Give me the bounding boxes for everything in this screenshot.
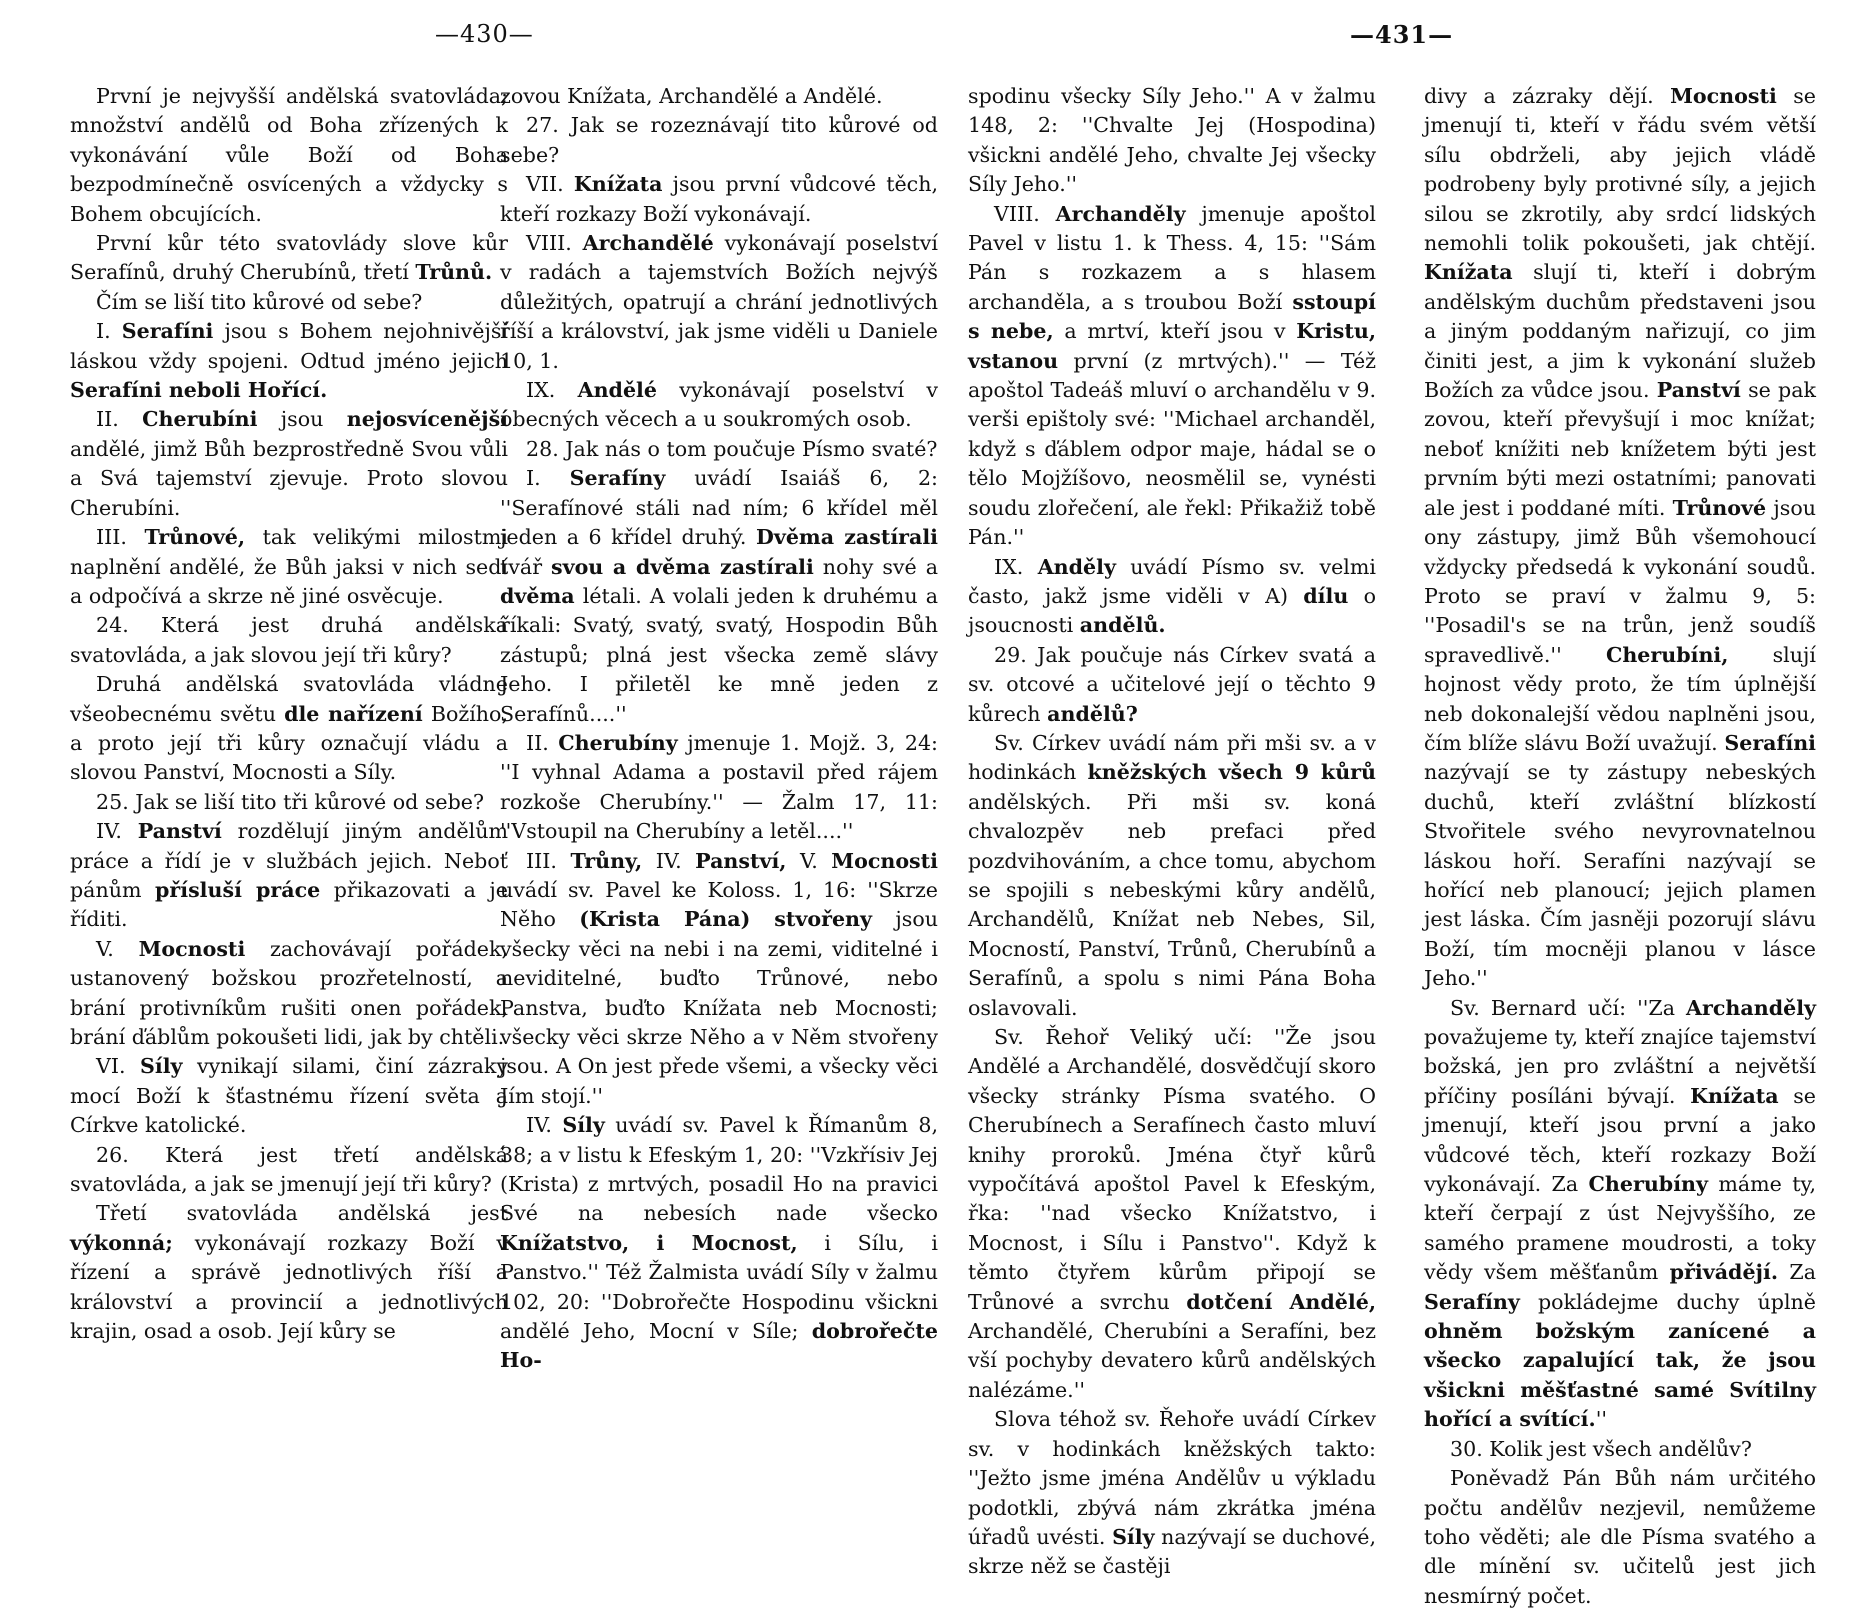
bold-term: Cherubíni bbox=[142, 407, 258, 432]
bold-term: (Krista Pána) stvořeny bbox=[579, 907, 873, 932]
bold-term: Cherubíny bbox=[1588, 1172, 1708, 1197]
text-run: Sv. Církev uvádí nám při mši sv. a v hodinkách bbox=[968, 730, 1376, 785]
text-run: nazývají se ty zástupy nebeských duchů, kteří zvláštní blízkostí Stvořitele svého nevyrovnatelnou láskou hoří. Serafíni nazývají se hořící neb planoucí; jejich plamen jest láska. Čím jasněji pozorují slávu Boží, tím mocněji planou v lásce Jeho.'' bbox=[1424, 760, 1816, 991]
text-run: tak velikými milostmi naplnění andělé, že Bůh jaksi v nich sedí a odpočívá a skrze ně jiné osvěcuje. bbox=[70, 525, 508, 608]
text-run: uvádí Isaiáš 6, 2: ''Serafínové stáli nad ním; 6 křídel měl jeden a 6 křídel druhý. bbox=[500, 466, 938, 550]
bold-term: dotčení Andělé, bbox=[1186, 1289, 1376, 1314]
bold-term: Cherubíny bbox=[558, 730, 678, 755]
text-run: 27. Jak se rozeznávají tito kůrové od sebe? bbox=[500, 113, 938, 167]
text-run: vynikají silami, činí zázraky mocí Boží k šťastnému řízení světa a Církve katolické. bbox=[70, 1054, 508, 1138]
bold-term: Dvěma zastírali bbox=[756, 525, 938, 550]
text-run: tvář bbox=[500, 554, 552, 579]
paragraph bbox=[70, 611, 508, 670]
text-run: uvádí sv. Pavel k Římanům 8, 38; a v listu k Efeským 1, 20: ''Vzkřísiv Jej (Krista) z mrtvých, posadil Ho na pravici Své na nebesích nade všecko bbox=[500, 1113, 938, 1226]
paragraph bbox=[70, 405, 508, 523]
text-run: nohy své a bbox=[813, 554, 938, 579]
bold-term: Andělé bbox=[577, 378, 657, 403]
text-run: jsou ony zástupy, jimž Bůh všemohoucí vždycky předsedá k vykonání soudů. Proto se praví v žalmu 9, 5: ''Posadil's se na trůn, jenž soudíš spravedlivě.'' bbox=[1424, 495, 1816, 667]
paragraph bbox=[70, 1141, 508, 1200]
text-run: '' bbox=[1595, 1407, 1608, 1432]
bold-term: Mocnosti bbox=[138, 936, 246, 961]
bold-term: Trůnové bbox=[1672, 495, 1767, 520]
text-run: Sv. Řehoř Veliký učí: ''Že jsou Andělé a Archandělé, dosvědčují skoro všecky stránky Písma svatého. O Cherubínech a Serafínech často mluví knihy proroků. Jména čtyř kůrů vypočítává apoštol Pavel k Efeským, řka: ''nad všecko Knížatstvo, i Mocnost, i Sílu i Panstvo''. Když k těmto čtyřem kůrům připojí se Trůnové a svrchu bbox=[968, 1025, 1376, 1314]
text-run: uvádí Písmo sv. velmi často, jakž jsme viděli v A) bbox=[968, 554, 1376, 608]
bold-term: Panství bbox=[137, 819, 222, 844]
bold-term: Archanděly bbox=[1686, 995, 1816, 1020]
bold-term: Serafíni bbox=[121, 319, 214, 344]
bold-term: dvěma bbox=[500, 583, 575, 608]
paragraph bbox=[500, 111, 938, 170]
text-run: IX. bbox=[526, 378, 578, 403]
paragraph bbox=[968, 200, 1376, 553]
text-column-1 bbox=[70, 82, 508, 1346]
bold-term: Kristu, vstanou bbox=[968, 319, 1377, 373]
paragraph bbox=[968, 1405, 1376, 1581]
text-run: 28. Jak nás o tom poučuje Písmo svaté? bbox=[526, 436, 938, 461]
text-run: jsou všecky věci na nebi i na zemi, viditelné i neviditelné, buďto Trůnové, nebo Panstva, buďto Knížata neb Mocnosti; všecky věci skrze Něho a v Něm stvořeny jsou. A On jest přede všemi, a všecky věci Jím stojí.'' bbox=[500, 907, 938, 1108]
paragraph bbox=[70, 817, 508, 935]
bold-term: Síly bbox=[1112, 1524, 1155, 1549]
bold-term: Archanděly bbox=[1055, 201, 1186, 226]
text-run: jmenuje 1. Mojž. 3, 24: ''I vyhnal Adama a postavil před rájem rozkoše Cherubíny.'' — Žalm 17, 11: ''Vstoupil na Cherubíny a letěl....'' bbox=[500, 730, 938, 844]
paragraph bbox=[500, 464, 938, 729]
text-run: Poněvadž Pán Bůh nám určitého počtu andělův nezjevil, nemůžeme toho věděti; ale dle Písma svatého a dle mínění sv. učitelů jest jich nesmírný počet. bbox=[1424, 1466, 1816, 1608]
bold-term: Trůnů. bbox=[415, 260, 493, 285]
bold-term: svou a dvěma zastírali bbox=[551, 554, 814, 579]
bold-term: ohněm božským zanícené a všecko zapalující tak, že jsou všickni měšťastné samé Svítilny hořící a svítící. bbox=[1424, 1319, 1816, 1432]
paragraph bbox=[1424, 1435, 1816, 1464]
text-run: jsou s Bohem nejohnivější láskou vždy spojeni. Odtud jméno jejich bbox=[70, 319, 508, 373]
bold-term: Knížata bbox=[1690, 1083, 1779, 1108]
text-run: se pak zovou, kteří převyšují i moc knížat; neboť knížiti neb knížetem býti jest prvním býti mezi ostatními; panovati ale jest i poddané míti. bbox=[1424, 378, 1816, 520]
text-run: 30. Kolik jest všech andělův? bbox=[1450, 1436, 1752, 1461]
page-number-right: —431— bbox=[1350, 20, 1454, 49]
paragraph bbox=[500, 376, 938, 435]
bold-term: Knížatstvo, i Mocnost, bbox=[500, 1230, 798, 1255]
text-run: 26. Která jest třetí andělská svatovláda, a jak se jmenují její tři kůry? bbox=[70, 1142, 508, 1197]
bold-term: Mocnosti bbox=[831, 848, 938, 873]
text-run: Slova téhož sv. Řehoře uvádí Církev sv. v hodinkách kněžských takto: ''Ježto jsme jména Andělův u výkladu podotkli, zbývá nám zkrátka jména úřadů uvésti. bbox=[968, 1407, 1376, 1549]
text-run: První kůr této svatovlády slove kůr Serafínů, druhý Cherubínů, třetí bbox=[70, 231, 508, 285]
text-run: IV. bbox=[642, 848, 696, 873]
text-run: 25. Jak se liší tito tři kůrové od sebe? bbox=[96, 789, 485, 814]
bold-term: Síly bbox=[562, 1113, 605, 1138]
paragraph bbox=[1424, 82, 1816, 994]
paragraph bbox=[70, 935, 508, 1053]
paragraph bbox=[70, 317, 508, 405]
paragraph bbox=[968, 82, 1376, 200]
paragraph bbox=[1424, 1464, 1816, 1611]
text-run: Archandělé, Cherubíni a Serafíni, bez vší pochyby devatero kůrů andělských nalézáme.'' bbox=[968, 1319, 1376, 1402]
bold-term: Panství, bbox=[695, 848, 787, 873]
text-run: andělé, jimž Bůh bezprostředně Svou vůli a Svá tajemství zjevuje. Proto slovou Cherubíni. bbox=[70, 436, 508, 520]
text-run: vykonávají poselství v radách a tajemstvích Božích nejvýš důležitých, opatrují a chrání jednotlivých říší a království, jak jsme viděli u Daniele 10, 1. bbox=[500, 231, 939, 373]
paragraph bbox=[968, 641, 1376, 729]
bold-term: Knížata bbox=[573, 172, 663, 197]
text-run: VI. bbox=[96, 1054, 140, 1079]
paragraph bbox=[70, 82, 508, 229]
paragraph bbox=[500, 847, 938, 1112]
text-run: VIII. bbox=[526, 231, 583, 256]
bold-term: dle nařízení bbox=[284, 701, 423, 726]
page-number-left: —430— bbox=[435, 20, 534, 48]
text-run: V. bbox=[786, 848, 832, 873]
paragraph bbox=[70, 1199, 508, 1346]
text-run: máme ty, kteří čerpají z úst Nejvyššího, ze samého pramene moudrosti, a toky vědy všem měšťanům bbox=[1424, 1172, 1816, 1285]
text-run: zovou Knížata, Archandělé a Andělé. bbox=[500, 84, 883, 108]
paragraph bbox=[500, 1111, 938, 1376]
bold-term: Anděly bbox=[1037, 554, 1116, 579]
text-run: VIII. bbox=[994, 201, 1056, 226]
bold-term: andělů. bbox=[1079, 613, 1166, 638]
paragraph bbox=[70, 288, 508, 317]
text-column-2 bbox=[500, 82, 938, 1376]
text-run: andělských. Při mši sv. koná chvalozpěv neb prefaci před pozdvihováním, a chce tomu, abychom se spojili s nebeskými kůry andělů, Archandělů, Knížat neb Nebes, Sil, Mocností, Panství, Trůnů, Cherubínů a Serafínů, a spolu s nimi Pána Boha oslavovali. bbox=[968, 789, 1376, 1020]
bold-term: Trůny, bbox=[570, 848, 643, 873]
paragraph bbox=[70, 670, 508, 788]
bold-term: Síly bbox=[140, 1054, 183, 1079]
text-run: IV. bbox=[526, 1113, 563, 1138]
text-run: II. bbox=[96, 407, 143, 432]
text-run: První je nejvyšší andělská svatovláda; množství andělů od Boha zřízených k vykonávání vůle Boží od Boha bezpodmínečně osvícených a vždycky s Bohem obcujících. bbox=[70, 84, 508, 226]
text-run: zachovávají pořádek, ustanovený božskou prozřetelností, a brání protivníkům rušiti onen pořádek, brání ďáblům pokoušeti lidi, jak by chtěli. bbox=[70, 936, 508, 1049]
text-run: jmenuje apoštol Pavel v listu 1. k Thess. 4, 15: ''Sám Pán s rozkazem a s hlasem archanděla, a s troubou Boží bbox=[968, 201, 1377, 314]
text-run: Druhá andělská svatovláda vládne všeobecnému světu bbox=[70, 672, 508, 726]
paragraph bbox=[70, 788, 508, 817]
text-run: slují hojnost vědy proto, že tím úplnější neb dokonalejší vědou naplněni jsou, čím blíže slávu Boží uvažují. bbox=[1424, 642, 1816, 755]
paragraph bbox=[500, 170, 938, 229]
paragraph bbox=[500, 229, 938, 376]
text-run: spodinu všecky Síly Jeho.'' A v žalmu 148, 2: ''Chvalte Jej (Hospodina) všickni andělé Jeho, chvalte Jej všecky Síly Jeho.'' bbox=[968, 84, 1376, 197]
text-run: se jmenují ti, kteří v řádu svém větší sílu obdrželi, aby jejich vládě podrobeny byly protivné síly, a jejich silou se zkrotily, aby srdcí lidských nemohli tolik pokoušeti, jak chtějí. bbox=[1424, 84, 1816, 256]
bold-term: dílu bbox=[1303, 583, 1349, 608]
bold-term: přivádějí. bbox=[1669, 1260, 1778, 1285]
bold-term: Serafíny bbox=[1424, 1289, 1520, 1314]
paragraph bbox=[70, 523, 508, 611]
bold-term: výkonná; bbox=[70, 1230, 173, 1255]
text-run: o jsoucnosti bbox=[968, 583, 1376, 638]
text-run: III. bbox=[96, 525, 145, 550]
text-run: divy a zázraky dějí. bbox=[1424, 84, 1671, 108]
text-run: vykonávají poselství v obecných věcech a u soukromých osob. bbox=[500, 378, 938, 432]
paragraph bbox=[500, 82, 938, 111]
text-run: i Sílu, i Panstvo.'' Též Žalmista uvádí Síly v žalmu 102, 20: ''Dobrořečte Hospodinu všickni andělé Jeho, Mocní v Síle; bbox=[500, 1230, 938, 1344]
bold-term: andělů? bbox=[1047, 701, 1138, 726]
text-run: nazývají se duchové, skrze něž se častěji bbox=[968, 1524, 1376, 1579]
text-run: považujeme ty, kteří znajíce tajemství božská, jen pro zvláštní a největší příčiny posíláni bývají. bbox=[1424, 1025, 1816, 1108]
text-run: VII. bbox=[526, 172, 574, 197]
bold-term: Trůnové, bbox=[144, 525, 246, 550]
text-run: Čím se liší tito kůrové od sebe? bbox=[96, 289, 423, 314]
text-run: V. bbox=[96, 936, 139, 961]
paragraph bbox=[500, 729, 938, 847]
paragraph bbox=[968, 553, 1376, 641]
text-run: slují ti, kteří i dobrým andělským duchům představeni jsou a jiným poddaným nařizují, co jim činiti jest, a jim k vykonání služeb Božích za vůdce jsou. bbox=[1424, 260, 1816, 403]
text-run: létali. A volali jeden k druhému a říkali: Svatý, svatý, svatý, Hospodin Bůh zástupů; plná jest všecka země slávy Jeho. I přiletěl ke mně jeden z Serafínů....'' bbox=[500, 583, 938, 726]
bold-term: Archandělé bbox=[582, 231, 714, 256]
bold-term: sstoupí s nebe, bbox=[968, 289, 1376, 344]
text-run: II. bbox=[526, 730, 559, 755]
text-run: Božího, a proto její tři kůry označují vládu a slovou Panství, Mocnosti a Síly. bbox=[70, 701, 508, 785]
bold-term: kněžských všech 9 kůrů bbox=[1087, 760, 1376, 785]
text-run: jsou bbox=[257, 407, 347, 432]
text-column-3 bbox=[968, 82, 1376, 1582]
bold-term: Panství bbox=[1656, 378, 1741, 403]
paragraph bbox=[968, 1023, 1376, 1405]
paragraph bbox=[500, 435, 938, 464]
text-run: přikazovati a je říditi. bbox=[70, 877, 508, 932]
text-run: první (z mrtvých).'' — Též apoštol Tadeáš mluví o archandělu v 9. verši epištoly své: ''Michael archanděl, když s ďáblem odpor maje, hádal se o tělo Mojžíšovo, neosmělil se, vynésti soudu zlořečení, ale řekl: Přikažiž tobě Pán.'' bbox=[968, 348, 1376, 550]
bold-term: přísluší práce bbox=[155, 877, 321, 902]
paragraph bbox=[1424, 994, 1816, 1435]
bold-term: Serafíni bbox=[1724, 730, 1816, 755]
text-run: 24. Která jest druhá andělská svatovláda, a jak slovou její tři kůry? bbox=[70, 613, 508, 667]
bold-term: Mocnosti bbox=[1670, 84, 1777, 108]
text-run: se jmenují, kteří jsou první a jako vůdcové těch, kteří rozkazy Boží vykonávají. Za bbox=[1424, 1083, 1816, 1197]
text-run: rozdělují jiným andělům práce a řídí je v službách jejich. Neboť pánům bbox=[70, 819, 509, 902]
text-run: IX. bbox=[994, 554, 1038, 579]
bold-term: nejosvícenější bbox=[346, 407, 508, 432]
bold-term: Serafíni neboli Hořící. bbox=[70, 378, 328, 403]
text-run: pokládejme duchy úplně bbox=[1519, 1289, 1816, 1314]
bold-term: Serafíny bbox=[569, 466, 666, 491]
text-run: III. bbox=[526, 848, 571, 873]
text-run: Třetí svatovláda andělská jest bbox=[96, 1201, 508, 1226]
text-run: vykonávají rozkazy Boží v řízení a správě jednotlivých říší a království a provincií a jednotlivých krajin, osad a osob. Její kůry se bbox=[70, 1230, 508, 1344]
text-run: Za bbox=[1778, 1260, 1816, 1285]
text-run: IV. bbox=[96, 819, 138, 844]
text-run: jsou první vůdcové těch, kteří rozkazy Boží vykonávají. bbox=[500, 172, 939, 226]
text-run: uvádí sv. Pavel ke Koloss. 1, 16: ''Skrze Něho bbox=[500, 877, 938, 932]
text-column-4 bbox=[1424, 82, 1816, 1611]
text-run: 29. Jak poučuje nás Církev svatá a sv. otcové a učitelové její o těchto 9 kůrech bbox=[968, 642, 1376, 726]
text-run: I. bbox=[96, 319, 122, 344]
paragraph bbox=[70, 1052, 508, 1140]
text-run: Sv. Bernard učí: ''Za bbox=[1450, 995, 1687, 1020]
paragraph bbox=[968, 729, 1376, 1023]
paragraph bbox=[70, 229, 508, 288]
text-run: a mrtví, kteří jsou v bbox=[1053, 319, 1297, 344]
bold-term: Cherubíni, bbox=[1605, 642, 1729, 667]
bold-term: dobrořečte Ho- bbox=[500, 1319, 938, 1373]
bold-term: Knížata bbox=[1424, 260, 1513, 285]
text-run: I. bbox=[526, 466, 570, 491]
